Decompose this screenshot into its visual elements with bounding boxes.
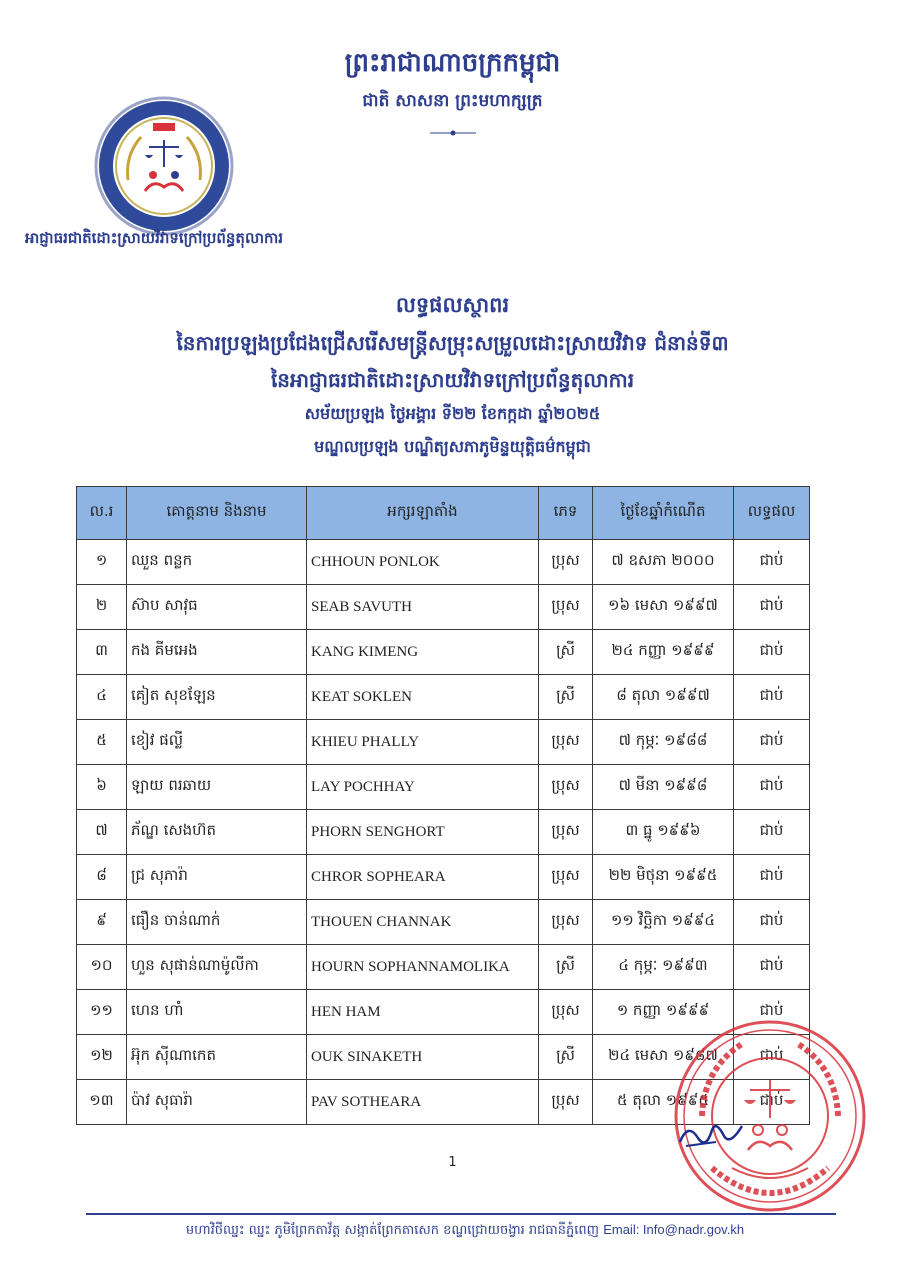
row-number: ១	[77, 540, 127, 585]
row-number: ១១	[77, 990, 127, 1035]
table-row	[77, 945, 810, 990]
row-date-of-birth: ២៤ កញ្ញា ១៩៩៩	[593, 630, 734, 675]
row-name-khmer: ហេន ហាំ	[127, 990, 307, 1035]
table-row	[77, 540, 810, 585]
row-name-latin: HOURN SOPHANNAMOLIKA	[307, 945, 539, 990]
row-date-of-birth: ១ កញ្ញា ១៩៩៩	[593, 990, 734, 1035]
row-name-latin: CHROR SOPHEARA	[307, 855, 539, 900]
table-row	[77, 675, 810, 720]
table-row	[77, 855, 810, 900]
table-header-row	[77, 487, 810, 540]
row-name-latin: THOUEN CHANNAK	[307, 900, 539, 945]
row-name-khmer: គៀត សុខឡែន	[127, 675, 307, 720]
row-result: ជាប់	[734, 900, 810, 945]
col-header-sex: ភេទ	[539, 487, 593, 540]
divider-ornament	[430, 128, 476, 138]
row-name-khmer: ខៀវ ផល្លី	[127, 720, 307, 765]
row-result: ជាប់	[734, 990, 810, 1035]
row-name-khmer: ហួន សុផាន់ណាម៉ូលីកា	[127, 945, 307, 990]
row-date-of-birth: ៥ តុលា ១៩៩៥	[593, 1080, 734, 1125]
row-name-latin: KHIEU PHALLY	[307, 720, 539, 765]
row-result: ជាប់	[734, 1035, 810, 1080]
row-result: ជាប់	[734, 945, 810, 990]
row-date-of-birth: ៣ ធ្នូ ១៩៩៦	[593, 810, 734, 855]
page-number: 1	[448, 1155, 457, 1170]
row-name-khmer: កង គីមអេង	[127, 630, 307, 675]
row-result: ជាប់	[734, 855, 810, 900]
exam-date: សម័យប្រឡង ថ្ងៃអង្គារ ទី២២ ខែកក្កដា ឆ្នាំ២០២៥	[304, 404, 601, 423]
row-result: ជាប់	[734, 765, 810, 810]
footer-divider	[86, 1213, 836, 1215]
row-date-of-birth: ២៤ មេសា ១៩៨៧	[593, 1035, 734, 1080]
row-sex: ប្រុស	[539, 540, 593, 585]
row-date-of-birth: ៧ កុម្ភៈ ១៩៨៨	[593, 720, 734, 765]
row-date-of-birth: ១៦ មេសា ១៩៩៧	[593, 585, 734, 630]
row-name-latin: CHHOUN PONLOK	[307, 540, 539, 585]
row-sex: ប្រុស	[539, 855, 593, 900]
row-result: ជាប់	[734, 675, 810, 720]
row-result: ជាប់	[734, 540, 810, 585]
row-number: ៨	[77, 855, 127, 900]
row-date-of-birth: ៤ កុម្ភៈ ១៩៩៣	[593, 945, 734, 990]
row-name-khmer: ឡាយ ពរឆាយ	[127, 765, 307, 810]
row-number: ១០	[77, 945, 127, 990]
row-number: ២	[77, 585, 127, 630]
row-sex: ប្រុស	[539, 765, 593, 810]
row-number: ៤	[77, 675, 127, 720]
row-sex: ប្រុស	[539, 585, 593, 630]
row-name-latin: PHORN SENGHORT	[307, 810, 539, 855]
kingdom-heading: ព្រះរាជាណាចក្រកម្ពុជា	[344, 48, 561, 78]
col-header-latin: អក្សរឡាតាំង	[307, 487, 539, 540]
row-number: ១៣	[77, 1080, 127, 1125]
row-date-of-birth: ៧ ឧសភា ២០០០	[593, 540, 734, 585]
row-date-of-birth: ២២ មិថុនា ១៩៩៥	[593, 855, 734, 900]
col-header-result: លទ្ធផល	[734, 487, 810, 540]
col-header-dob: ថ្ងៃខែឆ្នាំកំណើត	[593, 487, 734, 540]
row-number: ៧	[77, 810, 127, 855]
row-result: ជាប់	[734, 720, 810, 765]
row-result: ជាប់	[734, 630, 810, 675]
row-name-khmer: ធឿន ចាន់ណាក់	[127, 900, 307, 945]
row-sex: ប្រុស	[539, 1080, 593, 1125]
title-line-2: នៃការប្រឡងប្រជែងជ្រើសរើសមន្ត្រីសម្រុះសម្រួលដោះស្រាយវិវាទ ជំនាន់ទី៣	[176, 331, 729, 355]
row-name-latin: LAY POCHHAY	[307, 765, 539, 810]
table-row	[77, 720, 810, 765]
row-name-latin: HEN HAM	[307, 990, 539, 1035]
footer-email: Email: Info@nadr.gov.kh	[603, 1222, 745, 1237]
title-line-3: នៃអាជ្ញាធរជាតិដោះស្រាយវិវាទក្រៅប្រព័ន្ធតុលាការ	[270, 368, 635, 392]
row-name-khmer: អ៊ុក ស៊ីណាកេត	[127, 1035, 307, 1080]
row-number: ១២	[77, 1035, 127, 1080]
col-header-name: គោត្តនាម និងនាម	[127, 487, 307, 540]
row-date-of-birth: ៨ តុលា ១៩៩៧	[593, 675, 734, 720]
row-name-latin: SEAB SAVUTH	[307, 585, 539, 630]
national-motto: ជាតិ សាសនា ព្រះមហាក្សត្រ	[362, 91, 543, 111]
row-number: ៥	[77, 720, 127, 765]
row-name-khmer: ប៉ាវ សុធារ៉ា	[127, 1080, 307, 1125]
row-number: ៣	[77, 630, 127, 675]
row-date-of-birth: ៧ មីនា ១៩៩៨	[593, 765, 734, 810]
organization-name: អាជ្ញាធរជាតិដោះស្រាយវិវាទក្រៅប្រព័ន្ធតុលាការ	[25, 229, 284, 247]
exam-center: មណ្ឌលប្រឡង បណ្ឌិត្យសភាភូមិន្ទយុត្តិធម៌កម្ពុជា	[314, 437, 591, 456]
row-number: ៦	[77, 765, 127, 810]
row-date-of-birth: ១១ វិច្ឆិកា ១៩៩៤	[593, 900, 734, 945]
row-sex: ប្រុស	[539, 900, 593, 945]
row-result: ជាប់	[734, 585, 810, 630]
row-name-khmer: ឈួន ពន្លក	[127, 540, 307, 585]
table-row	[77, 900, 810, 945]
signature	[676, 1112, 746, 1154]
row-name-latin: OUK SINAKETH	[307, 1035, 539, 1080]
row-name-latin: PAV SOTHEARA	[307, 1080, 539, 1125]
row-name-latin: KEAT SOKLEN	[307, 675, 539, 720]
table-row	[77, 585, 810, 630]
col-header-no: ល.រ	[77, 487, 127, 540]
table-row	[77, 810, 810, 855]
row-sex: ស្រី	[539, 630, 593, 675]
row-name-khmer: ស៊ាប សាវុធ	[127, 585, 307, 630]
row-name-khmer: ភ័ណ្ឌ សេងហ៊ត	[127, 810, 307, 855]
row-name-latin: KANG KIMENG	[307, 630, 539, 675]
document-title: លទ្ធផលស្ថាពរ	[395, 292, 510, 317]
row-sex: ប្រុស	[539, 810, 593, 855]
row-sex: ស្រី	[539, 945, 593, 990]
organization-logo	[93, 95, 235, 237]
footer	[100, 1222, 830, 1241]
table-row	[77, 630, 810, 675]
row-result: ជាប់	[734, 1080, 810, 1125]
row-result: ជាប់	[734, 810, 810, 855]
row-sex: ប្រុស	[539, 990, 593, 1035]
row-sex: ស្រី	[539, 675, 593, 720]
table-row	[77, 765, 810, 810]
footer-address: មហាវិថីឈ្នះ ឈ្នះ ភូមិព្រែកតាវ័ត្ត សង្កាត់ព្រែកតាសេក ខណ្ឌជ្រោយចង្វារ រាជធានីភ្នំពេញ	[185, 1223, 600, 1238]
row-sex: ប្រុស	[539, 720, 593, 765]
row-name-khmer: ជ្រ សុភារ៉ា	[127, 855, 307, 900]
row-number: ៩	[77, 900, 127, 945]
row-sex: ស្រី	[539, 1035, 593, 1080]
